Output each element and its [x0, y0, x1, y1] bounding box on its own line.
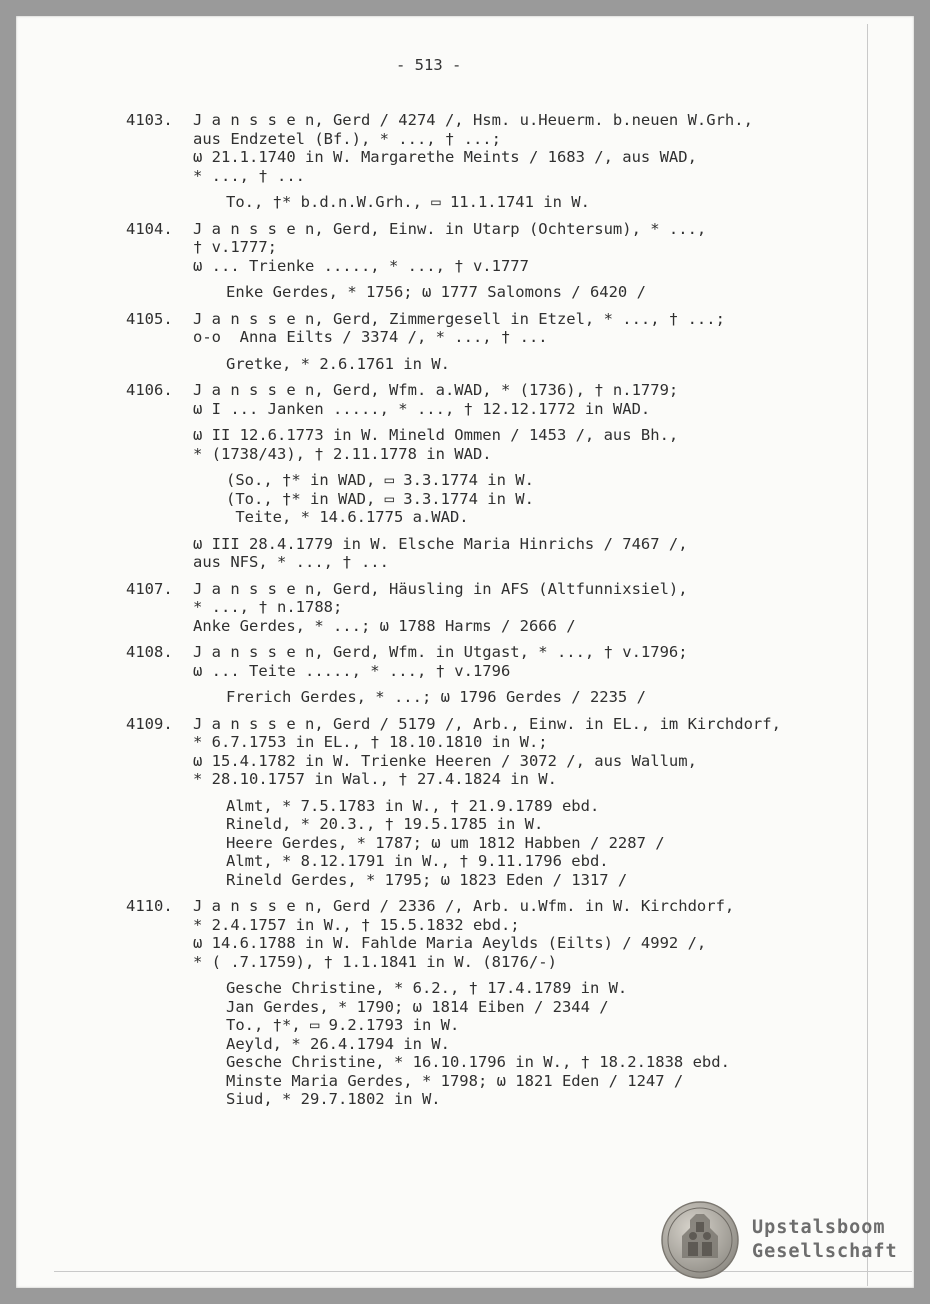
entry-line: J a n s s e n, Gerd, Wfm. a.WAD, * (1736), † n.1779; [193, 381, 679, 399]
genealogy-entry [126, 310, 886, 374]
document-page [16, 16, 914, 1288]
entry-line: * 28.10.1757 in Wal., † 27.4.1824 in W. [193, 770, 557, 788]
entry-line: † v.1777; [193, 238, 277, 256]
child-line: Frerich Gerdes, * ...; ω 1796 Gerdes / 2235 / [226, 688, 646, 706]
entry-line: * ( .7.1759), † 1.1.1841 in W. (8176/-) [193, 952, 557, 971]
entry-body [193, 580, 886, 636]
entry-number: 4104. [126, 219, 173, 238]
child-line: Teite, * 14.6.1775 a.WAD. [226, 508, 469, 526]
entry-line: ω I ... Janken ....., * ..., † 12.12.1772 in WAD. [193, 399, 651, 418]
entry-line: J a n s s e n, Gerd / 5179 /, Arb., Einw. in EL., im Kirchdorf, [193, 714, 781, 733]
entry-line: J a n s s e n, Gerd, Einw. in Utarp (Ochtersum), * ..., [193, 219, 707, 238]
entry-line: J a n s s e n, Gerd, Zimmergesell in Etzel, * ..., † ...; [193, 309, 725, 328]
brand-line-1: Upstalsboom [752, 1217, 886, 1238]
entry-line: J a n s s e n, Gerd, Häusling in AFS (Altfunnixsiel), [193, 579, 688, 598]
child-line: Siud, * 29.7.1802 in W. [226, 1090, 441, 1108]
entry-line: J a n s s e n, Gerd / 2336 /, Arb. u.Wfm. in W. Kirchdorf, [193, 897, 735, 915]
genealogy-entry [126, 643, 886, 707]
entry-line: ω ... Teite ....., * ..., † v.1796 [193, 661, 511, 680]
entry-line: * 2.4.1757 in W., † 15.5.1832 ebd.; [193, 915, 520, 934]
entry-number: 4109. [126, 714, 173, 733]
entry-line: ω 14.6.1788 in W. Fahlde Maria Aeylds (Eilts) / 4992 /, [193, 934, 707, 952]
entry-line: ω 21.1.1740 in W. Margarethe Meints / 1683 /, aus WAD, [193, 148, 697, 166]
child-line: Aeyld, * 26.4.1794 in W. [226, 1034, 450, 1053]
entry-body [193, 381, 886, 572]
child-line: Gretke, * 2.6.1761 in W. [226, 354, 450, 373]
entry-number: 4110. [126, 897, 173, 915]
entry-number: 4105. [126, 309, 173, 328]
entry-number: 4108. [126, 643, 173, 661]
entry-line: Anke Gerdes, * ...; ω 1788 Harms / 2666 / [193, 616, 576, 635]
entry-line: aus NFS, * ..., † ... [193, 553, 389, 571]
brand-name [752, 1216, 898, 1264]
child-line: Minste Maria Gerdes, * 1798; ω 1821 Eden / 1247 / [226, 1071, 684, 1090]
child-line: Heere Gerdes, * 1787; ω um 1812 Habben / 2287 / [226, 833, 665, 852]
genealogy-entry [126, 897, 886, 1109]
genealogy-entry [126, 220, 886, 302]
child-line: Rineld Gerdes, * 1795; ω 1823 Eden / 1317 / [226, 870, 628, 889]
seal-icon [660, 1200, 740, 1280]
entry-line: ω II 12.6.1773 in W. Mineld Ommen / 1453 /, aus Bh., [193, 426, 679, 444]
child-line: Almt, * 7.5.1783 in W., † 21.9.1789 ebd. [226, 796, 600, 815]
bottom-border-line [54, 1271, 912, 1272]
child-line: Rineld, * 20.3., † 19.5.1785 in W. [226, 815, 544, 833]
entry-number: 4106. [126, 381, 173, 399]
child-line: (So., †* in WAD, ▭ 3.3.1774 in W. [226, 471, 534, 489]
child-line: (To., †* in WAD, ▭ 3.3.1774 in W. [226, 489, 534, 508]
entry-line: J a n s s e n, Gerd, Wfm. in Utgast, * ..., † v.1796; [193, 643, 688, 661]
brand-line-2: Gesellschaft [752, 1241, 898, 1262]
child-line: To., †* b.d.n.W.Grh., ▭ 11.1.1741 in W. [226, 193, 590, 211]
entry-line: * (1738/43), † 2.11.1778 in WAD. [193, 444, 492, 463]
entries-list [126, 111, 886, 1117]
entry-line: aus Endzetel (Bf.), * ..., † ...; [193, 129, 501, 148]
entry-body [193, 111, 886, 212]
genealogy-entry [126, 381, 886, 572]
entry-number: 4103. [126, 111, 173, 129]
entry-body [193, 220, 886, 302]
child-line: Almt, * 8.12.1791 in W., † 9.11.1796 ebd. [226, 852, 609, 870]
child-line: To., †*, ▭ 9.2.1793 in W. [226, 1016, 460, 1034]
entry-line: * ..., † ... [193, 166, 305, 185]
entry-line: J a n s s e n, Gerd / 4274 /, Hsm. u.Heuerm. b.neuen W.Grh., [193, 111, 753, 129]
child-line: Enke Gerdes, * 1756; ω 1777 Salomons / 6420 / [226, 283, 646, 301]
entry-number: 4107. [126, 579, 173, 598]
entry-line: o-o Anna Eilts / 3374 /, * ..., † ... [193, 328, 548, 346]
page-number: - 513 - [396, 56, 462, 74]
entry-line: ω ... Trienke ....., * ..., † v.1777 [193, 256, 529, 275]
genealogy-entry [126, 715, 886, 890]
entry-line: * ..., † n.1788; [193, 598, 343, 616]
genealogy-entry [126, 111, 886, 212]
child-line: Gesche Christine, * 6.2., † 17.4.1789 in W. [226, 979, 628, 997]
entry-body [193, 897, 886, 1109]
entry-line: ω 15.4.1782 in W. Trienke Heeren / 3072 /, aus Wallum, [193, 751, 697, 770]
entry-line: ω III 28.4.1779 in W. Elsche Maria Hinrichs / 7467 /, [193, 534, 688, 553]
entry-line: * 6.7.1753 in EL., † 18.10.1810 in W.; [193, 733, 548, 751]
child-line: Jan Gerdes, * 1790; ω 1814 Eiben / 2344 / [226, 997, 609, 1016]
genealogy-entry [126, 580, 886, 636]
entry-body [193, 643, 886, 707]
child-line: Gesche Christine, * 16.10.1796 in W., † 18.2.1838 ebd. [226, 1053, 730, 1071]
entry-body [193, 310, 886, 374]
entry-body [193, 715, 886, 890]
